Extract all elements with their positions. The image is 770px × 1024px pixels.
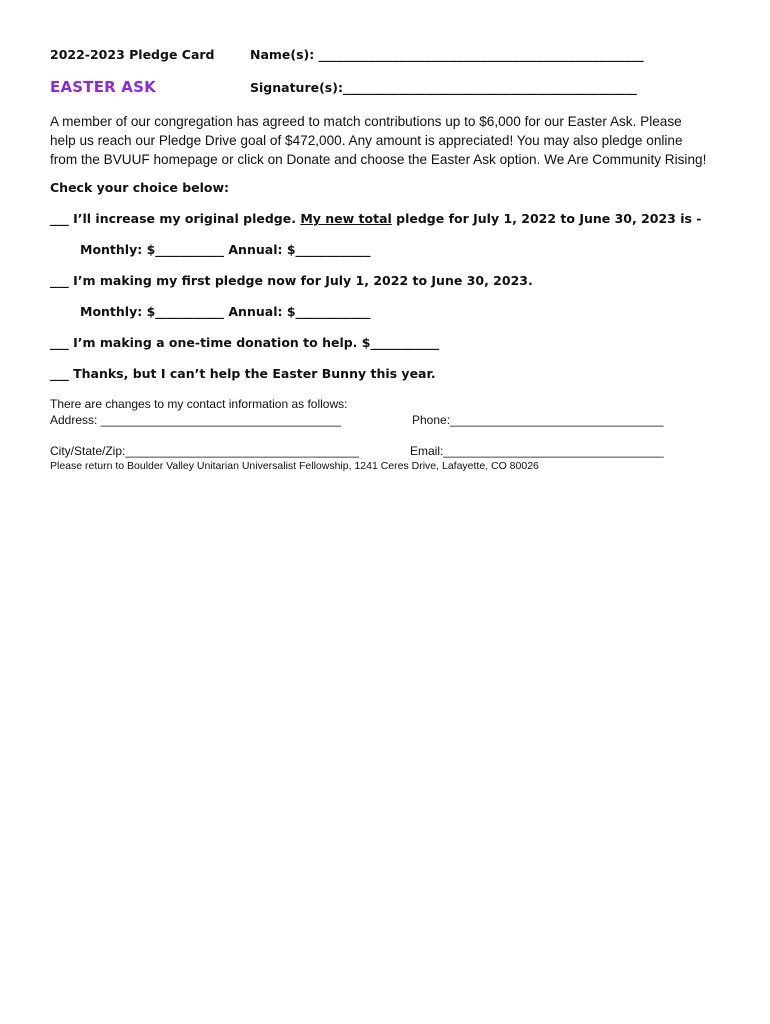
option-cannot-help[interactable]: ___ Thanks, but I can’t help the Easter Bunny this year.	[50, 366, 436, 381]
easter-ask-heading: EASTER ASK	[50, 78, 156, 96]
option-increase-amounts[interactable]: Monthly: $___________ Annual: $____________	[80, 242, 371, 257]
option-increase-underlined: My new total	[300, 211, 392, 226]
choices-heading: Check your choice below:	[50, 180, 230, 195]
return-address: Please return to Boulder Valley Unitarian Universalist Fellowship, 1241 Ceres Drive, Lafayette, CO 80026	[50, 460, 539, 472]
option-first-amounts[interactable]: Monthly: $___________ Annual: $____________	[80, 304, 371, 319]
contact-intro: There are changes to my contact information as follows:	[50, 397, 348, 411]
names-field[interactable]: Name(s): ____________________________________________________	[250, 47, 644, 62]
intro-line-3: from the BVUUF homepage or click on Donate and choose the Easter Ask option. We Are Community Rising!	[50, 152, 707, 167]
intro-line-2: help us reach our Pledge Drive goal of $472,000. Any amount is appreciated! You may also pledge online	[50, 133, 683, 148]
option-one-time-donation[interactable]: ___ I’m making a one-time donation to help. $___________	[50, 335, 440, 350]
option-first-pledge[interactable]: ___ I’m making my first pledge now for July 1, 2022 to June 30, 2023.	[50, 273, 533, 288]
email-field[interactable]: Email:_________________________________	[410, 444, 664, 458]
option-increase-suffix: pledge for July 1, 2022 to June 30, 2023 is -	[391, 211, 702, 226]
city-state-zip-field[interactable]: City/State/Zip:___________________________________	[50, 444, 359, 458]
intro-paragraph	[50, 112, 730, 169]
signature-field[interactable]: Signature(s):_______________________________________________	[250, 80, 637, 95]
option-increase-prefix: ___ I’ll increase my original pledge.	[50, 211, 301, 226]
option-increase-pledge[interactable]	[50, 211, 702, 226]
intro-line-1: A member of our congregation has agreed to match contributions up to $6,000 for our Easter Ask. Please	[50, 114, 682, 129]
address-field[interactable]: Address: ____________________________________	[50, 413, 341, 427]
phone-field[interactable]: Phone:________________________________	[412, 413, 664, 427]
card-title: 2022-2023 Pledge Card	[50, 47, 215, 62]
